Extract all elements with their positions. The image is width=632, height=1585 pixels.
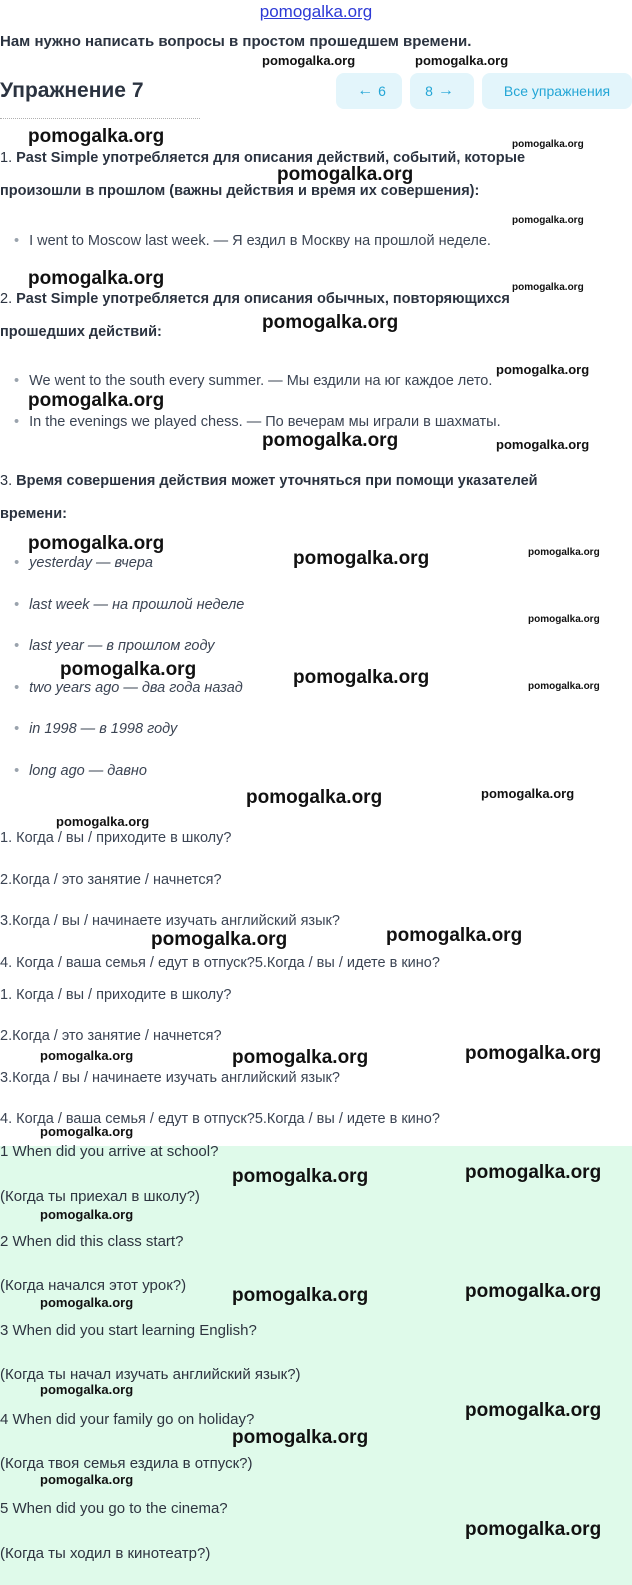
watermark: pomogalka.org [232, 1427, 369, 1448]
watermark: pomogalka.org [465, 1162, 602, 1183]
arrow-right-icon: → [437, 82, 454, 99]
watermark: pomogalka.org [28, 533, 165, 554]
task-question: 2.Когда / это занятие / начнется? [0, 1028, 222, 1044]
watermark: pomogalka.org [40, 1295, 134, 1310]
time-marker: • yesterday — вчера [14, 555, 153, 571]
all-exercises-button[interactable] [482, 73, 632, 109]
task-question: 1. Когда / вы / приходите в школу? [0, 830, 232, 846]
watermark: pomogalka.org [28, 390, 165, 411]
watermark: pomogalka.org [40, 1048, 134, 1063]
watermark: pomogalka.org [277, 164, 414, 185]
watermark: pomogalka.org [512, 139, 584, 150]
task-question: 4. Когда / ваша семья / едут в отпуск?5.Когда / вы / идете в кино? [0, 1111, 440, 1127]
watermark: pomogalka.org [512, 282, 584, 293]
answer-en: 3 When did you start learning English? [0, 1322, 257, 1339]
watermark: pomogalka.org [40, 1124, 134, 1139]
rule-2-number: 2. [0, 291, 13, 307]
intro-text: Нам нужно написать вопросы в простом прошедшем времени. [0, 33, 472, 50]
watermark: pomogalka.org [465, 1043, 602, 1064]
rule-1-text: Past Simple употребляется для описания действий, событий, которые [16, 150, 526, 166]
watermark: pomogalka.org [262, 53, 356, 68]
task-question: 1. Когда / вы / приходите в школу? [0, 987, 232, 1003]
answer-ru: (Когда ты начал изучать английский язык?) [0, 1366, 301, 1383]
watermark: pomogalka.org [28, 126, 165, 147]
example-1: • I went to Moscow last week. — Я ездил в Москву на прошлой неделе. [14, 233, 491, 249]
rule-2-line-1 [0, 291, 510, 307]
watermark: pomogalka.org [386, 925, 523, 946]
watermark: pomogalka.org [28, 268, 165, 289]
watermark: pomogalka.org [465, 1281, 602, 1302]
rule-3-line-2: времени: [0, 506, 67, 522]
rule-3-number: 3. [0, 473, 13, 489]
watermark: pomogalka.org [465, 1400, 602, 1421]
rule-1-line-2: произошли в прошлом (важны действия и время их совершения): [0, 183, 480, 199]
watermark: pomogalka.org [232, 1047, 369, 1068]
watermark: pomogalka.org [262, 312, 399, 333]
watermark: pomogalka.org [528, 614, 600, 625]
watermark: pomogalka.org [56, 814, 150, 829]
watermark: pomogalka.org [528, 547, 600, 558]
time-marker: • last year — в прошлом году [14, 638, 215, 654]
task-question: 3.Когда / вы / начинаете изучать английский язык? [0, 1070, 340, 1086]
prev-exercise-label: 6 [378, 83, 386, 99]
answer-en: 1 When did you arrive at school? [0, 1143, 219, 1160]
prev-exercise-button[interactable] [336, 73, 402, 109]
watermark: pomogalka.org [60, 659, 197, 680]
next-exercise-button[interactable] [410, 73, 474, 109]
example-2: • We went to the south every summer. — Мы ездили на юг каждое лето. [14, 373, 492, 389]
task-question: 2.Когда / это занятие / начнется? [0, 872, 222, 888]
time-marker: • last week — на прошлой неделе [14, 597, 244, 613]
answer-en: 5 When did you go to the cinema? [0, 1500, 228, 1517]
arrow-left-icon: ← [357, 82, 374, 99]
cropped-edge [0, 118, 200, 125]
answer-en: 4 When did your family go on holiday? [0, 1411, 255, 1428]
rule-1-line-1 [0, 150, 525, 166]
answer-ru: (Когда ты ходил в кинотеатр?) [0, 1545, 211, 1562]
watermark: pomogalka.org [496, 362, 590, 377]
exercise-title: Упражнение 7 [0, 79, 144, 102]
answer-ru: (Когда твоя семья ездила в отпуск?) [0, 1455, 253, 1472]
answer-ru: (Когда ты приехал в школу?) [0, 1188, 200, 1205]
watermark: pomogalka.org [481, 786, 575, 801]
watermark: pomogalka.org [40, 1207, 134, 1222]
answer-ru: (Когда начался этот урок?) [0, 1277, 187, 1294]
watermark: pomogalka.org [465, 1519, 602, 1540]
time-marker: • long ago — давно [14, 763, 147, 779]
next-exercise-label: 8 [425, 83, 433, 99]
time-marker: • in 1998 — в 1998 году [14, 721, 177, 737]
watermark: pomogalka.org [232, 1166, 369, 1187]
rule-2-line-2: прошедших действий: [0, 324, 162, 340]
watermark: pomogalka.org [293, 548, 430, 569]
site-link[interactable]: pomogalka.org [259, 2, 373, 21]
answer-en: 2 When did this class start? [0, 1233, 184, 1250]
task-question: 4. Когда / ваша семья / едут в отпуск?5.Когда / вы / идете в кино? [0, 955, 440, 971]
time-marker: • two years ago — два года назад [14, 680, 243, 696]
watermark: pomogalka.org [415, 53, 509, 68]
example-3: • In the evenings we played chess. — По вечерам мы играли в шахматы. [14, 414, 501, 430]
watermark: pomogalka.org [40, 1382, 134, 1397]
watermark: pomogalka.org [232, 1285, 369, 1306]
rule-1-number: 1. [0, 150, 13, 166]
all-exercises-label: Все упражнения [503, 83, 611, 99]
rule-3-text: Время совершения действия может уточняться при помощи указателей [16, 473, 538, 489]
rule-2-text: Past Simple употребляется для описания обычных, повторяющихся [16, 291, 510, 307]
watermark: pomogalka.org [512, 215, 584, 226]
watermark: pomogalka.org [496, 437, 590, 452]
watermark: pomogalka.org [293, 667, 430, 688]
watermark: pomogalka.org [246, 787, 383, 808]
rule-3-line-1 [0, 473, 538, 489]
task-question: 3.Когда / вы / начинаете изучать английский язык? [0, 913, 340, 929]
watermark: pomogalka.org [151, 929, 288, 950]
watermark: pomogalka.org [262, 430, 399, 451]
watermark: pomogalka.org [528, 681, 600, 692]
watermark: pomogalka.org [40, 1472, 134, 1487]
